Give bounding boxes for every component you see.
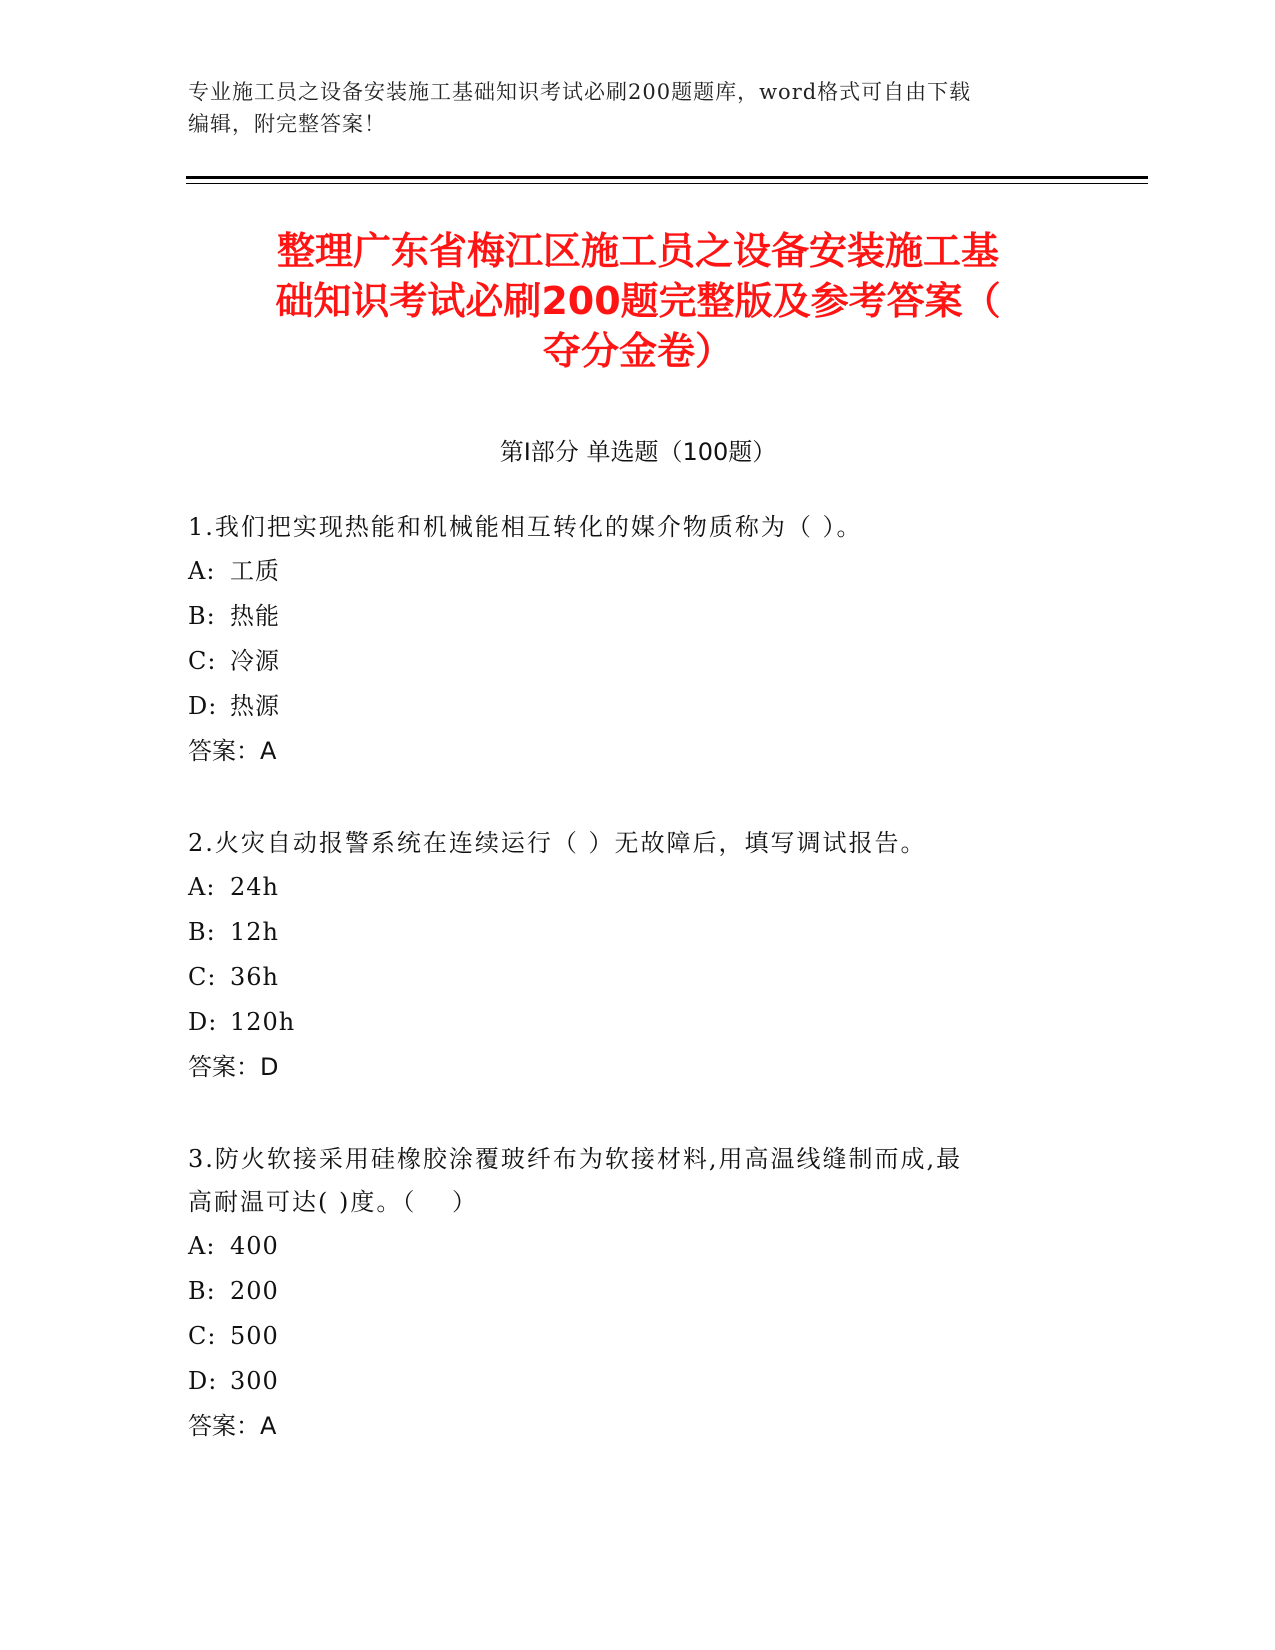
question-1: [188, 506, 1068, 774]
option-text: 冷源: [230, 647, 280, 675]
option-text: 热能: [230, 602, 280, 630]
option-text: 36h: [230, 963, 279, 991]
option-key: C:: [188, 963, 217, 991]
header-divider-thick: [186, 176, 1148, 179]
option-text: 24h: [230, 873, 279, 901]
option-text: 120h: [230, 1008, 296, 1036]
option-a: [188, 549, 1068, 594]
option-a: [188, 865, 1068, 910]
answer: 答案：A: [188, 737, 277, 765]
option-key: B:: [188, 602, 216, 630]
header-divider-thin: [186, 183, 1148, 184]
section-title: 第Ⅰ部分 单选题（100题）: [499, 438, 777, 466]
option-d: [188, 1359, 1068, 1404]
option-d: [188, 684, 1068, 729]
option-c: [188, 955, 1068, 1000]
option-key: A:: [188, 1232, 216, 1260]
question-stem: 2.火灾自动报警系统在连续运行（ ）无故障后，填写调试报告。: [188, 829, 927, 857]
option-key: C:: [188, 647, 217, 675]
answer: 答案：D: [188, 1053, 279, 1081]
option-key: D:: [188, 1367, 218, 1395]
answer: 答案：A: [188, 1412, 277, 1440]
option-key: B:: [188, 1277, 216, 1305]
question-stem-line-1: 3.防火软接采用硅橡胶涂覆玻纤布为软接材料,用高温线缝制而成,最: [188, 1145, 963, 1173]
document-title: [188, 226, 1088, 376]
question-3: [188, 1138, 1068, 1449]
question-stem: 1.我们把实现热能和机械能相互转化的媒介物质称为（ ）。: [188, 513, 863, 541]
option-key: A:: [188, 557, 216, 585]
header-note-line-2: 编辑，附完整答案！: [188, 112, 386, 136]
option-text: 工质: [230, 557, 280, 585]
option-c: [188, 639, 1068, 684]
document-title-line-3: 夺分金卷）: [542, 329, 733, 373]
option-key: B:: [188, 918, 216, 946]
option-b: [188, 910, 1068, 955]
option-text: 200: [230, 1277, 279, 1305]
option-key: C:: [188, 1322, 217, 1350]
option-text: 热源: [230, 692, 280, 720]
option-b: [188, 594, 1068, 639]
option-key: A:: [188, 873, 216, 901]
document-title-line-2: 础知识考试必刷200题完整版及参考答案（: [275, 279, 1001, 323]
option-b: [188, 1269, 1068, 1314]
header-note-line-1: 专业施工员之设备安装施工基础知识考试必刷200题题库，word格式可自由下载: [188, 80, 972, 104]
document-title-line-1: 整理广东省梅江区施工员之设备安装施工基: [276, 229, 999, 273]
option-key: D:: [188, 1008, 218, 1036]
question-2: [188, 822, 1068, 1090]
option-a: [188, 1224, 1068, 1269]
option-c: [188, 1314, 1068, 1359]
option-text: 500: [230, 1322, 279, 1350]
option-text: 12h: [230, 918, 279, 946]
header-note: [188, 76, 1068, 140]
question-stem-line-2: 高耐温可达( )度。（ ）: [188, 1188, 478, 1216]
option-text: 400: [230, 1232, 279, 1260]
option-text: 300: [230, 1367, 279, 1395]
option-key: D:: [188, 692, 218, 720]
option-d: [188, 1000, 1068, 1045]
